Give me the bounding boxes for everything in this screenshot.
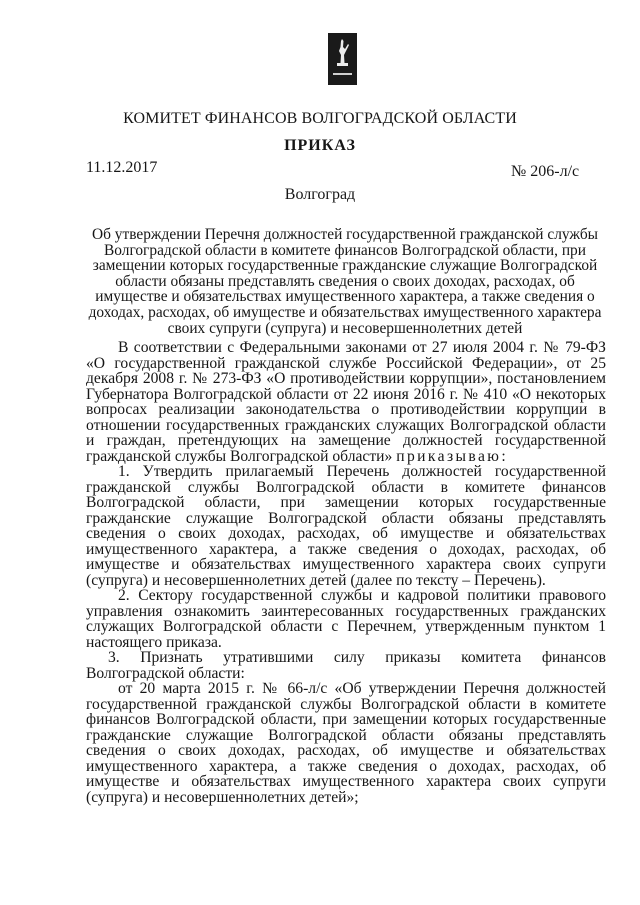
item-1-paragraph: 1. Утвердить прилагаемый Перечень должностей государственной гражданской службы Волгоградской области в комитете финансов Волгоградской области, при замещении которых государственные гражданские служащие Волгоградской области обязаны представлять сведения о своих доходах, расходах, об имуществе и обязательствах имущественного характера, а также сведения о доходах, расходах, об имуществе и обязательствах имущественного характера своих супруги (супруга) и несовершеннолетних детей (далее по тексту – Перечень).	[86, 463, 606, 589]
item-3-paragraph: 3. Признать утратившими силу приказы комитета финансов Волгоградской области:	[86, 649, 606, 682]
committee-name: КОМИТЕТ ФИНАНСОВ ВОЛГОГРАДСКОЙ ОБЛАСТИ	[123, 110, 517, 127]
document-number: № 206-л/с	[511, 163, 580, 180]
document-subject: Об утверждении Перечня должностей государственной гражданской службы Волгоградской области в комитете финансов Волгоградской области, при замещении которых государственные гражданские служащие Волгоградской области обязаны представлять сведения о своих доходах, расходах, об имуществе и обязательствах имущественного характера, а также сведения о доходах, расходах, об имуществе и обязательствах имущественного характера своих супруги (супруга) и несовершеннолетних детей	[88, 226, 602, 337]
item-3-subitem-1: от 20 марта 2015 г. № 66-л/с «Об утверждении Перечня должностей государственной гражданской службы Волгоградской области в комитете финансов Волгоградской области, при замещении которых государственные гражданские служащие Волгоградской области обязаны представлять сведения о своих доходах, расходах, об имуществе и обязательствах имущественного характера, а также сведения о доходах, расходах, об имуществе и обязательствах имущественного характера своих супруги (супруга) и несовершеннолетних детей»;	[86, 680, 606, 806]
preamble-text: В соответствии с Федеральными законами от 27 июля 2004 г. № 79-ФЗ «О государственной гражданской службе Российской Федерации», от 25 декабря 2008 г. № 273-ФЗ «О противодействии коррупции», постановлением Губернатора Волгоградской области от 22 июня 2016 г. № 410 «О некоторых вопросах реализации законодательства о противодействии коррупции в отношении государственных гражданских служащих Волгоградской области и граждан, претендующих на замещение должностей государственной гражданской службы Волгоградской области»	[86, 339, 606, 465]
document-type: ПРИКАЗ	[284, 137, 356, 154]
coat-of-arms-emblem	[328, 33, 357, 85]
item-2-paragraph: 2. Сектору государственной службы и кадровой политики правового управления ознакомить заинтересованных государственных гражданских служащих Волгоградской области с Перечнем, утвержденным пунктом 1 настоящего приказа.	[86, 587, 606, 651]
document-date: 11.12.2017	[86, 159, 158, 176]
document-body	[86, 340, 606, 805]
order-word: приказываю:	[396, 447, 509, 465]
document-city: Волгоград	[284, 186, 356, 203]
preamble-paragraph	[86, 340, 606, 464]
